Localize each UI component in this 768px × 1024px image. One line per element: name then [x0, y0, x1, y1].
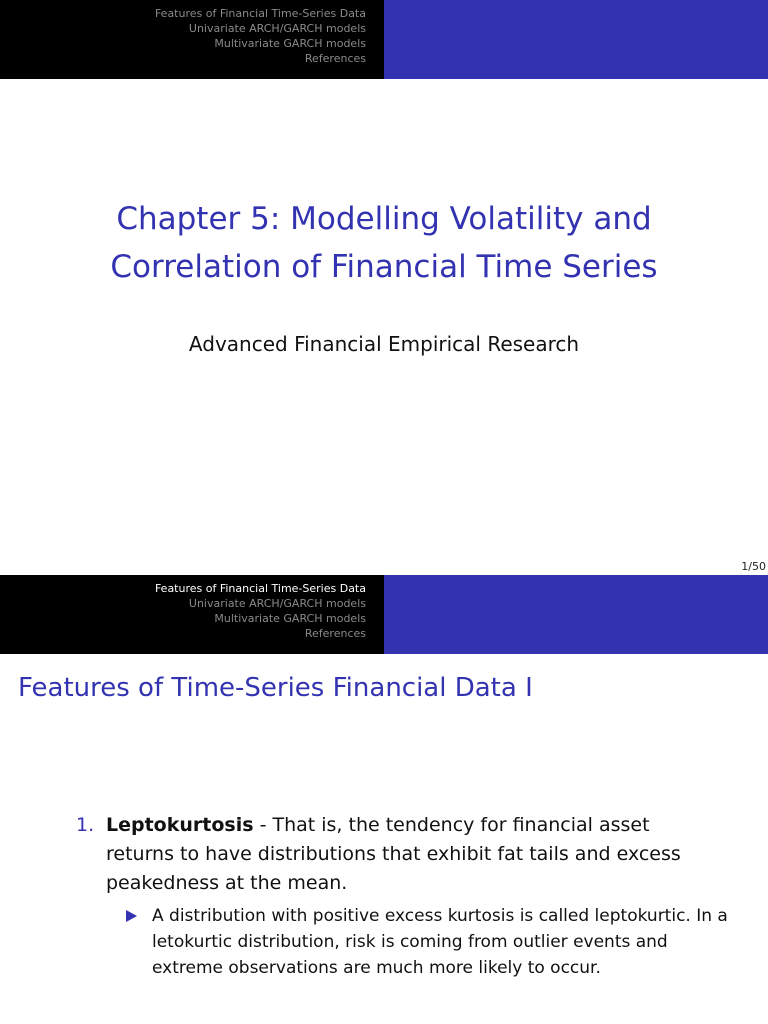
list-item-text: [106, 811, 716, 898]
nav-link-references[interactable]: References: [304, 52, 366, 65]
nav-link-univariate[interactable]: Univariate ARCH/GARCH models: [188, 22, 366, 35]
nav-link-features[interactable]: Features of Financial Time-Series Data: [154, 7, 366, 20]
slide-navigation-bar: [0, 0, 768, 79]
nav-accent-panel: [384, 575, 768, 654]
nav-link-multivariate[interactable]: Multivariate GARCH models: [214, 37, 366, 50]
sub-list-item: [126, 903, 742, 981]
content-slide: [0, 575, 768, 1024]
section-nav: [0, 575, 384, 654]
slide-title: [0, 195, 768, 291]
triangle-bullet-icon: [126, 910, 137, 922]
list-item-number: 1.: [76, 814, 95, 836]
term-leptokurtosis: Leptokurtosis: [106, 814, 254, 836]
sub-list-item-text: A distribution with positive excess kurtosis is called leptokurtic. In a letokurtic distribution, risk is coming from outlier events and extreme observations are much more likely to occur.: [152, 906, 728, 978]
nav-link-features-active[interactable]: Features of Financial Time-Series Data: [154, 582, 366, 595]
nav-link-univariate[interactable]: Univariate ARCH/GARCH models: [188, 597, 366, 610]
slide-navigation-bar: [0, 575, 768, 654]
nav-link-references[interactable]: References: [304, 627, 366, 640]
title-line-2: Correlation of Financial Time Series: [110, 249, 658, 285]
section-nav: [0, 0, 384, 79]
term-description: - That is, the tendency for financial asset returns to have distributions that exhibit fat tails and excess peakedness at the mean.: [106, 814, 681, 894]
frame-title: Features of Time-Series Financial Data I: [18, 673, 533, 703]
list-item: [76, 811, 716, 898]
title-line-1: Chapter 5: Modelling Volatility and: [116, 201, 652, 237]
nav-link-multivariate[interactable]: Multivariate GARCH models: [214, 612, 366, 625]
nav-accent-panel: [384, 0, 768, 79]
slide-subtitle: Advanced Financial Empirical Research: [188, 332, 580, 356]
page-number: 1/50: [741, 560, 766, 573]
